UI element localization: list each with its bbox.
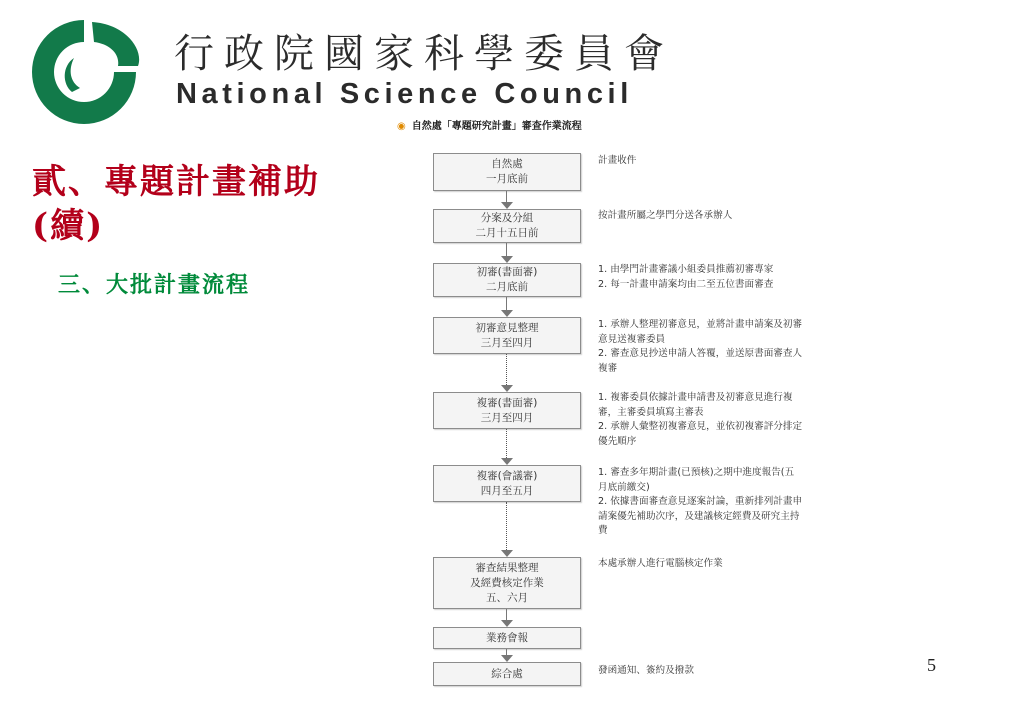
arrow-down-icon xyxy=(501,202,513,209)
flow-step-note xyxy=(598,664,870,679)
flow-connector-line xyxy=(506,429,507,458)
arrow-down-icon xyxy=(501,256,513,263)
slide-subheading: 三、大批計畫流程 xyxy=(58,272,251,298)
flow-step-note xyxy=(598,263,870,292)
flow-step-text: 三月至四月 xyxy=(480,411,534,424)
flow-note-line: 1. 由學門計畫審議小組委員推薦初審專家 xyxy=(598,264,774,275)
flow-step-box xyxy=(433,153,581,191)
flow-step-text: 四月至五月 xyxy=(480,484,534,497)
flow-note-line: 2. 承辦人彙整初複審意見，並依初複審評分排定 xyxy=(598,421,803,432)
slide-heading xyxy=(32,160,320,248)
arrow-down-icon xyxy=(501,310,513,317)
flow-step-text: 三月至四月 xyxy=(480,336,534,349)
flow-note-line: 2. 審查意見抄送申請人答覆，並送原書面審查人 xyxy=(598,348,803,359)
flow-step-box xyxy=(433,465,581,502)
flow-step-text: 業務會報 xyxy=(486,631,528,644)
flow-step-text: 複審(書面審) xyxy=(476,396,538,409)
flow-note-line: 月底前繳交) xyxy=(598,481,650,493)
arrow-down-icon xyxy=(501,385,513,392)
flow-step-text: 二月底前 xyxy=(486,281,528,293)
flow-step-note xyxy=(598,557,870,572)
flow-step-text: 一月底前 xyxy=(486,173,528,185)
flow-note-line: 1. 複審委員依據計畫申請書及初審意見進行複 xyxy=(598,392,793,403)
page-number: 5 xyxy=(927,655,936,675)
arrow-down-icon xyxy=(501,550,513,557)
arrow-down-icon xyxy=(501,655,513,662)
flow-connector-line xyxy=(506,297,507,310)
flow-step-text: 複審(會議審) xyxy=(476,469,538,482)
org-name-chinese: 行政院國家科學委員會 xyxy=(174,31,674,77)
flow-note-line: 請案優先補助次序，及建議核定經費及研究主持 xyxy=(598,510,800,522)
flow-step-box xyxy=(433,392,581,429)
flow-step-note xyxy=(598,209,870,224)
flow-step-text: 二月十五日前 xyxy=(475,227,539,239)
flow-note-line: 1. 承辦人整理初審意見，並將計畫申請案及初審 xyxy=(598,319,803,330)
nsc-logo-icon xyxy=(22,14,146,126)
flow-step-text: 自然處 xyxy=(491,158,523,170)
heading-line-2: (續) xyxy=(32,206,105,246)
bullet-icon: ◉ xyxy=(397,121,406,132)
flow-note-line: 按計畫所屬之學門分送各承辦人 xyxy=(598,210,733,221)
flow-note-line: 意見送複審委員 xyxy=(598,333,666,345)
flow-note-line: 2. 每一計畫申請案均由二至五位書面審查 xyxy=(598,278,774,290)
flow-step-text: 初審意見整理 xyxy=(475,321,539,334)
flow-step-note xyxy=(598,391,870,449)
flow-step-text: 初審(書面審) xyxy=(476,266,538,278)
flow-note-line: 發函通知、簽約及撥款 xyxy=(598,665,694,676)
flow-step-note xyxy=(598,318,870,376)
flow-step-note xyxy=(598,466,870,539)
flow-connector-line xyxy=(506,354,507,385)
flow-note-line: 本處承辦人進行電腦核定作業 xyxy=(598,558,723,569)
heading-line-1: 貳、專題計畫補助 xyxy=(32,162,320,202)
flow-note-line: 費 xyxy=(598,525,608,536)
flow-step-note xyxy=(598,154,870,169)
flow-step-text: 審查結果整理 xyxy=(475,561,539,574)
flow-note-line: 審，主審委員填寫主審表 xyxy=(598,406,704,418)
flowchart-title-text: 自然處「專題研究計畫」審查作業流程 xyxy=(411,121,582,132)
flow-note-line: 複審 xyxy=(598,362,618,374)
flow-step-box xyxy=(433,317,581,354)
arrow-down-icon xyxy=(501,620,513,627)
flow-step-box xyxy=(433,662,581,686)
flow-step-box xyxy=(433,209,581,243)
flow-step-text: 綜合處 xyxy=(491,667,523,680)
flowchart-title xyxy=(397,117,582,132)
flow-note-line: 2. 依據書面審查意見逐案討論，重新排列計畫申 xyxy=(598,496,803,507)
flow-step-box xyxy=(433,557,581,609)
flow-note-line: 計畫收件 xyxy=(598,155,637,166)
flow-step-box xyxy=(433,263,581,297)
flow-step-text: 五、六月 xyxy=(486,591,528,604)
flow-step-text: 及經費核定作業 xyxy=(470,576,544,589)
flow-note-line: 1. 審查多年期計畫(已預核)之期中進度報告(五 xyxy=(598,467,795,478)
flow-connector-line xyxy=(506,609,507,620)
org-name-english: National Science Council xyxy=(176,78,633,110)
flow-connector-line xyxy=(506,243,507,256)
flow-connector-line xyxy=(506,502,507,550)
flow-step-text: 分案及分組 xyxy=(480,212,534,224)
flow-step-box xyxy=(433,627,581,649)
flow-note-line: 優先順序 xyxy=(598,435,637,447)
arrow-down-icon xyxy=(501,458,513,465)
flow-connector-line xyxy=(506,191,507,202)
